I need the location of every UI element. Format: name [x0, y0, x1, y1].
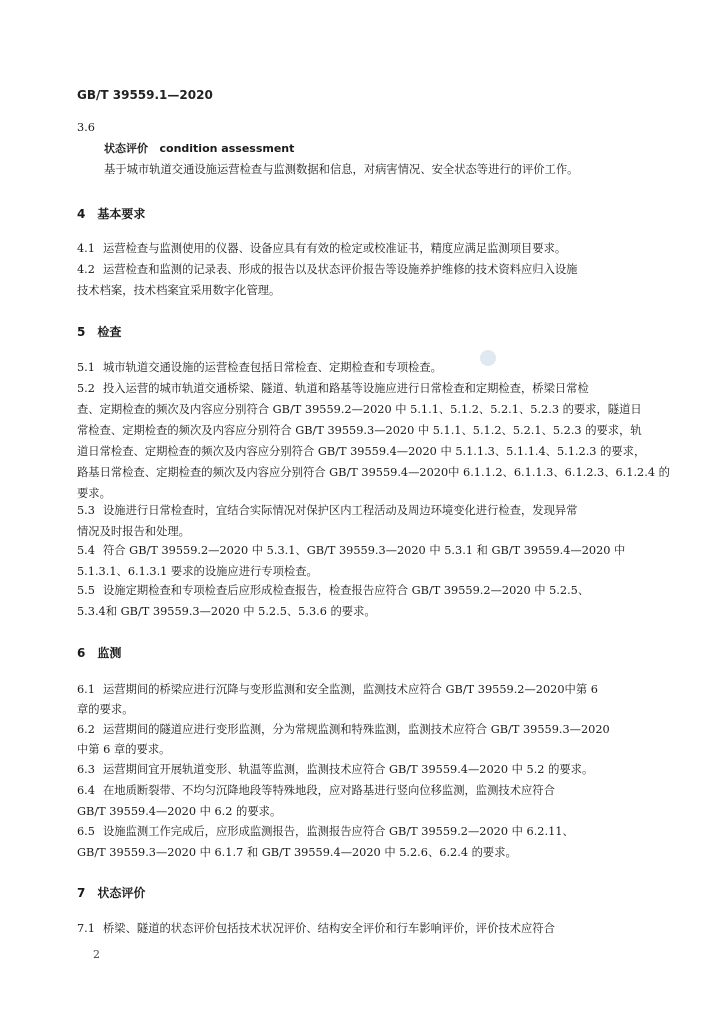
clause-5-4	[77, 544, 625, 558]
clause-number: 6.3	[77, 763, 95, 776]
clause-5-5-cont: 5.3.4和 GB/T 39559.3—2020 中 5.2.5、5.3.6 的要求。	[77, 605, 376, 618]
section-heading-4: 4 基本要求	[77, 207, 146, 221]
clause-number: 6.5	[77, 825, 95, 838]
term-heading	[104, 142, 294, 156]
clause-number: 5.2	[77, 382, 95, 395]
clause-6-5-cont: GB/T 39559.3—2020 中 6.1.7 和 GB/T 39559.4—2020 中 5.2.6、6.2.4 的要求。	[77, 846, 517, 859]
clause-number: 5.1	[77, 361, 95, 374]
clause-6-4-cont: GB/T 39559.4—2020 中 6.2 的要求。	[77, 805, 282, 818]
page-number: 2	[93, 948, 100, 961]
clause-4-2-cont: 技术档案，技术档案宜采用数字化管理。	[77, 284, 281, 297]
clause-5-5	[77, 584, 589, 598]
clause-text: 运营期间的隧道应进行变形监测，分为常规监测和特殊监测，监测技术应符合 GB/T 39559.3—2020	[103, 723, 610, 736]
clause-text: 运营期间宜开展轨道变形、轨温等监测，监测技术应符合 GB/T 39559.4—2020 中 5.2 的要求。	[103, 763, 594, 776]
clause-5-2-line-4: 道日常检查、定期检查的频次及内容应分别符合 GB/T 39559.4—2020 中 5.1.1.3、5.1.1.4、5.1.2.3 的要求，	[77, 445, 646, 458]
section-heading-6: 6 监测	[77, 646, 122, 660]
clause-6-2	[77, 723, 610, 737]
clause-text: 运营期间的桥梁应进行沉降与变形监测和安全监测，监测技术应符合 GB/T 39559.2—2020中第 6	[103, 683, 598, 696]
clause-number: 5.3	[77, 504, 95, 517]
clause-text: 设施监测工作完成后，应形成监测报告，监测报告应符合 GB/T 39559.2—2020 中 6.2.11、	[103, 825, 574, 838]
clause-text: 在地质断裂带、不均匀沉降地段等特殊地段，应对路基进行竖向位移监测，监测技术应符合	[103, 784, 555, 797]
clause-5-2	[77, 382, 589, 396]
clause-text: 符合 GB/T 39559.2—2020 中 5.3.1、GB/T 39559.3—2020 中 5.3.1 和 GB/T 39559.4—2020 中	[103, 544, 626, 557]
term-chinese: 状态评价	[104, 142, 148, 155]
clause-6-5	[77, 825, 574, 839]
clause-6-1	[77, 683, 598, 697]
clause-text: 桥梁、隧道的状态评价包括技术状况评价、结构安全评价和行车影响评价，评价技术应符合	[103, 922, 555, 935]
clause-6-1-cont: 章的要求。	[77, 703, 134, 716]
clause-number: 5.5	[77, 584, 95, 597]
section-heading-7: 7 状态评价	[77, 886, 146, 900]
clause-6-3	[77, 763, 593, 777]
clause-number: 6.1	[77, 683, 95, 696]
clause-6-2-cont: 中第 6 章的要求。	[77, 743, 171, 756]
clause-5-2-line-5: 路基日常检查、定期检查的频次及内容应分别符合 GB/T 39559.4—2020中 6.1.1.2、6.1.1.3、6.1.2.3、6.1.2.4 的	[77, 466, 670, 479]
clause-text: 运营检查和监测的记录表、形成的报告以及状态评价报告等设施养护维修的技术资料应归入设施	[103, 263, 578, 276]
section-heading-5: 5 检查	[77, 325, 122, 339]
clause-number: 4.2	[77, 263, 95, 276]
term-english: condition assessment	[159, 142, 295, 155]
clause-number-3-6: 3.6	[77, 121, 95, 134]
clause-7-1	[77, 922, 555, 936]
clause-text: 设施进行日常检查时，宜结合实际情况对保护区内工程活动及周边环境变化进行检查，发现异常	[103, 504, 578, 517]
clause-5-3-cont: 情况及时报告和处理。	[77, 525, 190, 538]
clause-5-2-line-2: 查、定期检查的频次及内容应分别符合 GB/T 39559.2—2020 中 5.1.1、5.1.2、5.2.1、5.2.3 的要求，隧道日	[77, 403, 642, 416]
clause-6-4	[77, 784, 555, 798]
clause-text: 城市轨道交通设施的运营检查包括日常检查、定期检查和专项检查。	[103, 361, 442, 374]
watermark-stamp	[480, 350, 496, 366]
clause-4-2	[77, 263, 577, 277]
clause-number: 7.1	[77, 922, 95, 935]
clause-5-2-line-3: 常检查、定期检查的频次及内容应分别符合 GB/T 39559.3—2020 中 5.1.1、5.1.2、5.2.1、5.2.3 的要求，轨	[77, 424, 642, 437]
clause-5-2-line-6: 要求。	[77, 487, 111, 500]
clause-text: 设施定期检查和专项检查后应形成检查报告，检查报告应符合 GB/T 39559.2—2020 中 5.2.5、	[103, 584, 590, 597]
document-header-id: GB/T 39559.1—2020	[77, 88, 213, 102]
clause-4-1	[77, 242, 566, 256]
term-definition: 基于城市轨道交通设施运营检查与监测数据和信息，对病害情况、安全状态等进行的评价工作。	[104, 163, 579, 176]
clause-number: 4.1	[77, 242, 95, 255]
clause-number: 5.4	[77, 544, 95, 557]
clause-number: 6.2	[77, 723, 95, 736]
clause-5-3	[77, 504, 577, 518]
clause-5-4-cont: 5.1.3.1、6.1.3.1 要求的设施应进行专项检查。	[77, 565, 318, 578]
clause-text: 投入运营的城市轨道交通桥梁、隧道、轨道和路基等设施应进行日常检查和定期检查，桥梁日常检	[103, 382, 589, 395]
clause-5-1	[77, 361, 442, 375]
clause-number: 6.4	[77, 784, 95, 797]
clause-text: 运营检查与监测使用的仪器、设备应具有有效的检定或校准证书，精度应满足监测项目要求。	[103, 242, 567, 255]
